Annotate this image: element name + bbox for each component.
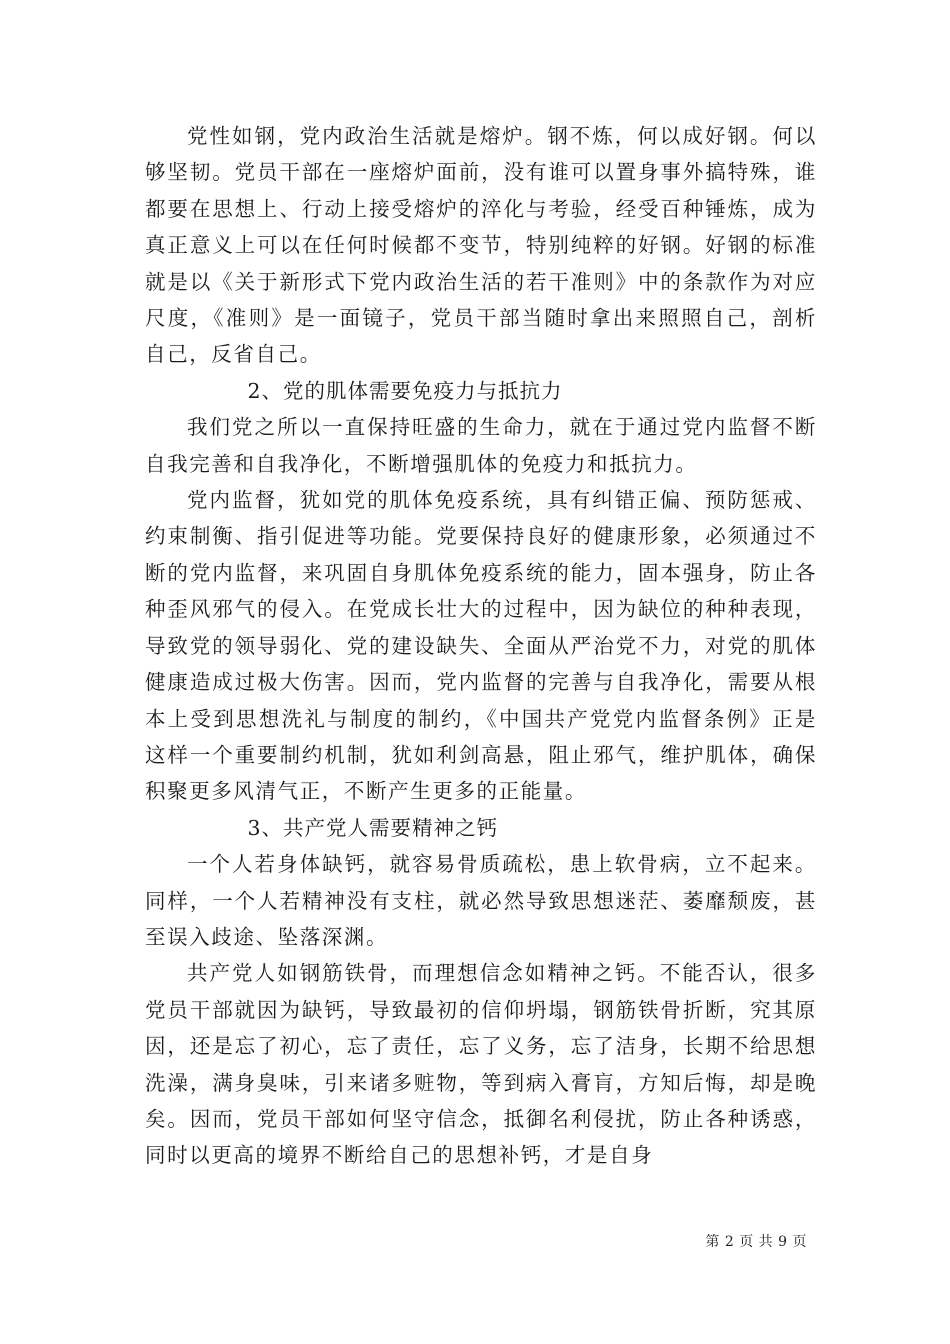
paragraph-2: 我们党之所以一直保持旺盛的生命力，就在于通过党内监督不断自我完善和自我净化，不断增强肌体的免疫力和抵抗力。 bbox=[145, 415, 817, 476]
paragraph-4: 一个人若身体缺钙，就容易骨质疏松，患上软骨病，立不起来。同样，一个人若精神没有支柱，就必然导致思想迷茫、萎靡颓废，甚至误入歧途、坠落深渊。 bbox=[145, 852, 817, 949]
paragraph-1: 党性如钢，党内政治生活就是熔炉。钢不炼，何以成好钢。何以够坚韧。党员干部在一座熔炉面前，没有谁可以置身事外搞特殊，谁都要在思想上、行动上接受熔炉的淬化与考验，经受百种锤炼，成为真正意义上可以在任何时候都不变节，特别纯粹的好钢。好钢的标准就是以《关于新形式下党内政治生活的若干准则》中的条款作为对应尺度，《准则》是一面镜子，党员干部当随时拿出来照照自己，剖析自己，反省自己。 bbox=[145, 124, 817, 367]
section-heading-2: 2、党的肌体需要免疫力与抵抗力 bbox=[247, 378, 563, 403]
document-body bbox=[145, 118, 817, 1174]
page-number-footer: 第 2 页 共 9 页 bbox=[705, 1234, 807, 1250]
paragraph-3: 党内监督，犹如党的肌体免疫系统，具有纠错正偏、预防惩戒、约束制衡、指引促进等功能。党要保持良好的健康形象，必须通过不断的党内监督，来巩固自身肌体免疫系统的能力，固本强身，防止各种歪风邪气的侵入。在党成长壮大的过程中，因为缺位的种种表现，导致党的领导弱化、党的建设缺失、全面从严治党不力，对党的肌体健康造成过极大伤害。因而，党内监督的完善与自我净化，需要从根本上受到思想洗礼与制度的制约，《中国共产党党内监督条例》正是这样一个重要制约机制，犹如利剑高悬，阻止邪气，维护肌体，确保积聚更多风清气正，不断产生更多的正能量。 bbox=[145, 488, 817, 804]
paragraph-5: 共产党人如钢筋铁骨，而理想信念如精神之钙。不能否认，很多党员干部就因为缺钙，导致最初的信仰坍塌，钢筋铁骨折断，究其原因，还是忘了初心，忘了责任，忘了义务，忘了洁身，长期不给思想洗澡，满身臭味，引来诸多赃物，等到病入膏肓，方知后悔，却是晚矣。因而，党员干部如何坚守信念，抵御名利侵扰，防止各种诱惑，同时以更高的境界不断给自己的思想补钙，才是自身 bbox=[145, 961, 817, 1168]
section-heading-3: 3、共产党人需要精神之钙 bbox=[247, 815, 499, 840]
